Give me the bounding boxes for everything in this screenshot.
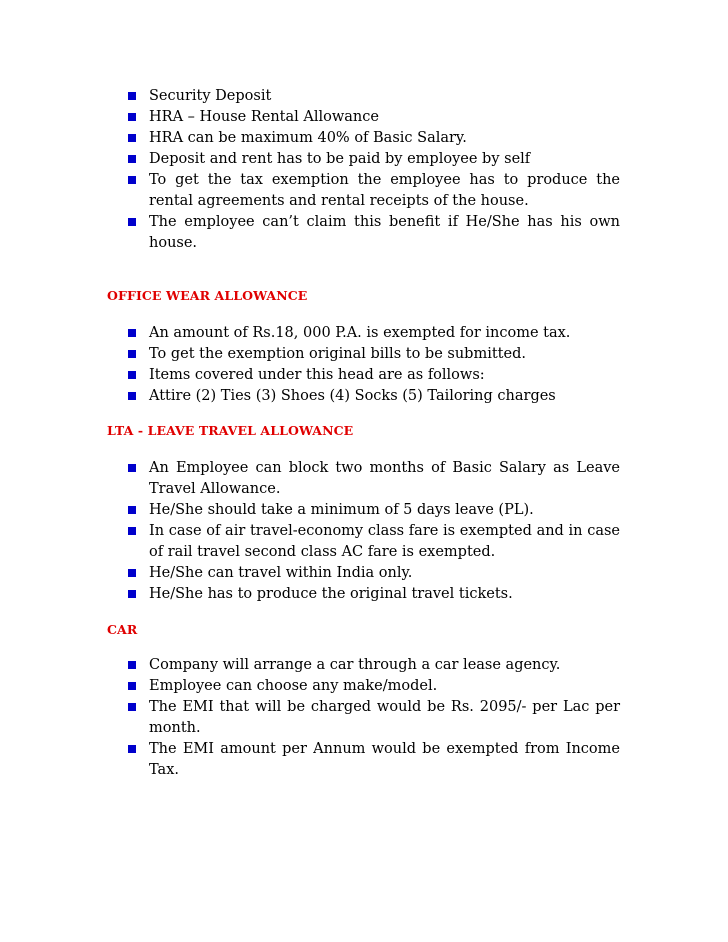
square-bullet-icon (128, 155, 136, 163)
lta-list (128, 458, 620, 605)
square-bullet-icon (128, 113, 136, 121)
list-item: In case of air travel-economy class fare is exempted and in case of rail travel second class AC fare is exempted. (128, 521, 620, 563)
list-item: An amount of Rs.18, 000 P.A. is exempted for income tax. (128, 323, 620, 344)
list-item: The EMI that will be charged would be Rs. 2095/- per Lac per month. (128, 697, 620, 739)
square-bullet-icon (128, 661, 136, 669)
square-bullet-icon (128, 134, 136, 142)
list-item: Company will arrange a car through a car lease agency. (128, 655, 620, 676)
car-list (128, 655, 620, 781)
list-item: An Employee can block two months of Basic Salary as Leave Travel Allowance. (128, 458, 620, 500)
square-bullet-icon (128, 329, 136, 337)
list-item: Items covered under this head are as follows: (128, 365, 620, 386)
square-bullet-icon (128, 527, 136, 535)
square-bullet-icon (128, 703, 136, 711)
list-item: He/She should take a minimum of 5 days leave (PL). (128, 500, 620, 521)
section-heading: LTA - LEAVE TRAVEL ALLOWANCE (107, 423, 354, 438)
square-bullet-icon (128, 218, 136, 226)
square-bullet-icon (128, 176, 136, 184)
square-bullet-icon (128, 590, 136, 598)
list-item: The employee can’t claim this benefit if He/She has his own house. (128, 212, 620, 254)
square-bullet-icon (128, 569, 136, 577)
list-item: Attire (2) Ties (3) Shoes (4) Socks (5) Tailoring charges (128, 386, 620, 407)
list-item: HRA – House Rental Allowance (128, 107, 620, 128)
square-bullet-icon (128, 350, 136, 358)
square-bullet-icon (128, 745, 136, 753)
list-item: He/She has to produce the original travel tickets. (128, 584, 620, 605)
hra-list (128, 86, 620, 254)
square-bullet-icon (128, 392, 136, 400)
section-heading: CAR (107, 622, 138, 637)
list-item: Security Deposit (128, 86, 620, 107)
list-item: HRA can be maximum 40% of Basic Salary. (128, 128, 620, 149)
square-bullet-icon (128, 506, 136, 514)
section-heading: OFFICE WEAR ALLOWANCE (107, 288, 308, 303)
square-bullet-icon (128, 464, 136, 472)
list-item: The EMI amount per Annum would be exempted from Income Tax. (128, 739, 620, 781)
list-item: Deposit and rent has to be paid by employee by self (128, 149, 620, 170)
list-item: To get the tax exemption the employee has to produce the rental agreements and rental receipts of the house. (128, 170, 620, 212)
square-bullet-icon (128, 92, 136, 100)
list-item: He/She can travel within India only. (128, 563, 620, 584)
office-wear-list (128, 323, 620, 407)
square-bullet-icon (128, 682, 136, 690)
list-item: Employee can choose any make/model. (128, 676, 620, 697)
square-bullet-icon (128, 371, 136, 379)
list-item: To get the exemption original bills to be submitted. (128, 344, 620, 365)
